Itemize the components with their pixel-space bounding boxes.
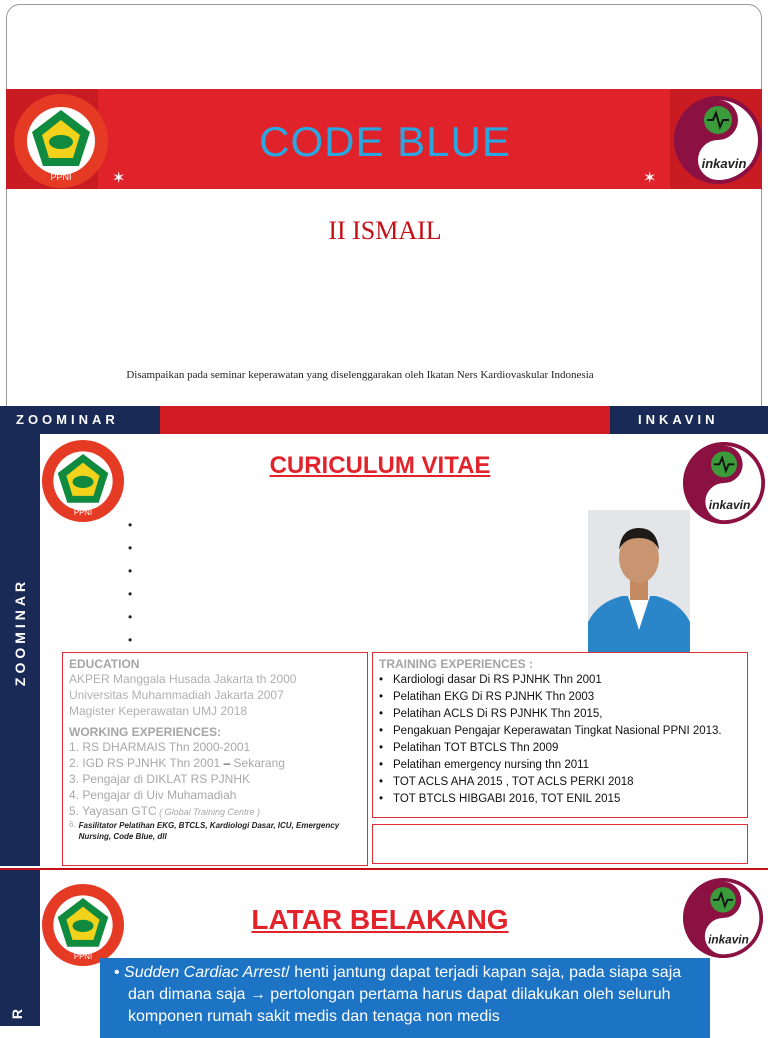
title: CODE BLUE	[259, 118, 511, 165]
slide-curriculum-vitae	[0, 434, 768, 866]
education-item: Magister Keperawatan UMJ 2018	[69, 704, 248, 718]
training-item: • TOT BTCLS HIBGABI 2016, TOT ENIL 2015	[379, 791, 741, 808]
ppni-logo	[42, 440, 124, 522]
ppni-abbr: PPNI	[73, 952, 93, 962]
bullet: •	[128, 541, 133, 555]
education-heading: EDUCATION	[69, 657, 140, 671]
working-note: 6. Fasilitator Pelatihan EKG, BTCLS, Kardiologi Dasar, ICU, Emergency Nursing, Code Blue, dll	[69, 820, 340, 841]
bullet: •	[128, 518, 133, 532]
training-item: • Pelatihan TOT BTCLS Thn 2009	[379, 740, 741, 757]
star-left-icon: ✶	[112, 170, 126, 187]
training-item: • TOT ACLS AHA 2015 , TOT ACLS PERKI 2018	[379, 774, 741, 791]
inkavin-logo	[683, 442, 765, 524]
banner-red-segment	[160, 406, 610, 434]
training-item: • Pelatihan emergency nursing thn 2011	[379, 757, 741, 774]
side-bar	[0, 434, 40, 866]
presenter-photo	[588, 510, 690, 652]
side-label: ZOOMINAR	[12, 577, 28, 687]
working-heading: WORKING EXPERIENCES:	[69, 725, 222, 739]
presentation-note: Disampaikan pada seminar keperawatan yang diselenggarakan oleh Ikatan Ners Kardiovaskular Indonesia	[126, 369, 594, 381]
education-item: Universitas Muhammadiah Jakarta 2007	[69, 688, 284, 702]
inkavin-text: inkavin	[701, 156, 747, 171]
side-label: R	[9, 1008, 26, 1020]
ppni-abbr: PPNI	[50, 172, 72, 182]
ppni-logo	[14, 94, 108, 188]
star-right-icon: ✶	[643, 170, 657, 187]
training-item: • Kardiologi dasar Di RS PJNHK Thn 2001	[379, 672, 741, 689]
training-heading: TRAINING EXPERIENCES :	[379, 657, 534, 671]
zoominar-banner	[0, 406, 768, 434]
empty-bullet-list	[128, 518, 132, 656]
empty-box	[372, 824, 748, 864]
working-item: 5. Yayasan GTC ( Global Training Centre )	[69, 804, 260, 818]
inkavin-text: inkavin	[708, 498, 751, 513]
education-working-box	[62, 652, 368, 866]
working-item: 2. IGD RS PJNHK Thn 2001 – Sekarang	[69, 756, 285, 770]
inkavin-logo	[683, 878, 763, 958]
banner-left-label: ZOOMINAR	[16, 412, 119, 427]
bullet: •	[128, 587, 133, 601]
slide-title	[0, 0, 768, 405]
working-item: 3. Pengajar di DIKLAT RS PJNHK	[69, 772, 250, 786]
latar-heading: LATAR BELAKANG	[251, 904, 509, 935]
side-bar	[0, 870, 40, 1026]
presenter-name: II ISMAIL	[328, 216, 442, 245]
training-box	[372, 652, 748, 818]
working-item: 4. Pengajar di Uiv Muhamadiah	[69, 788, 237, 802]
bullet: •	[128, 633, 133, 647]
inkavin-text: inkavin	[708, 932, 749, 947]
bullet: •	[128, 610, 133, 624]
ppni-abbr: PPNI	[73, 508, 93, 518]
inkavin-logo	[674, 96, 762, 184]
banner-right-label: INKAVIN	[638, 412, 719, 427]
training-item: • Pengakuan Pengajar Keperawatan Tingkat Nasional PPNI 2013.	[379, 723, 741, 740]
background-textbox	[100, 958, 710, 1038]
working-item: 1. RS DHARMAIS Thn 2000-2001	[69, 740, 251, 754]
education-item: AKPER Manggala Husada Jakarta th 2000	[69, 672, 297, 686]
bullet: •	[128, 564, 133, 578]
ppni-logo	[42, 884, 124, 966]
training-item: • Pelatihan EKG Di RS PJNHK Thn 2003	[379, 689, 741, 706]
slide-latar-belakang	[0, 868, 768, 1026]
background-bullet: • Sudden Cardiac Arrest/ henti jantung dapat terjadi kapan saja, pada siapa saja dan dimana saja → pertolongan pertama harus dapat dilakukan oleh seluruh komponen rumah sakit medis dan tenaga non medis	[114, 964, 682, 1025]
training-item: • Pelatihan ACLS Di RS PJNHK Thn 2015,	[379, 706, 741, 723]
cv-heading: CURICULUM VITAE	[269, 452, 491, 479]
